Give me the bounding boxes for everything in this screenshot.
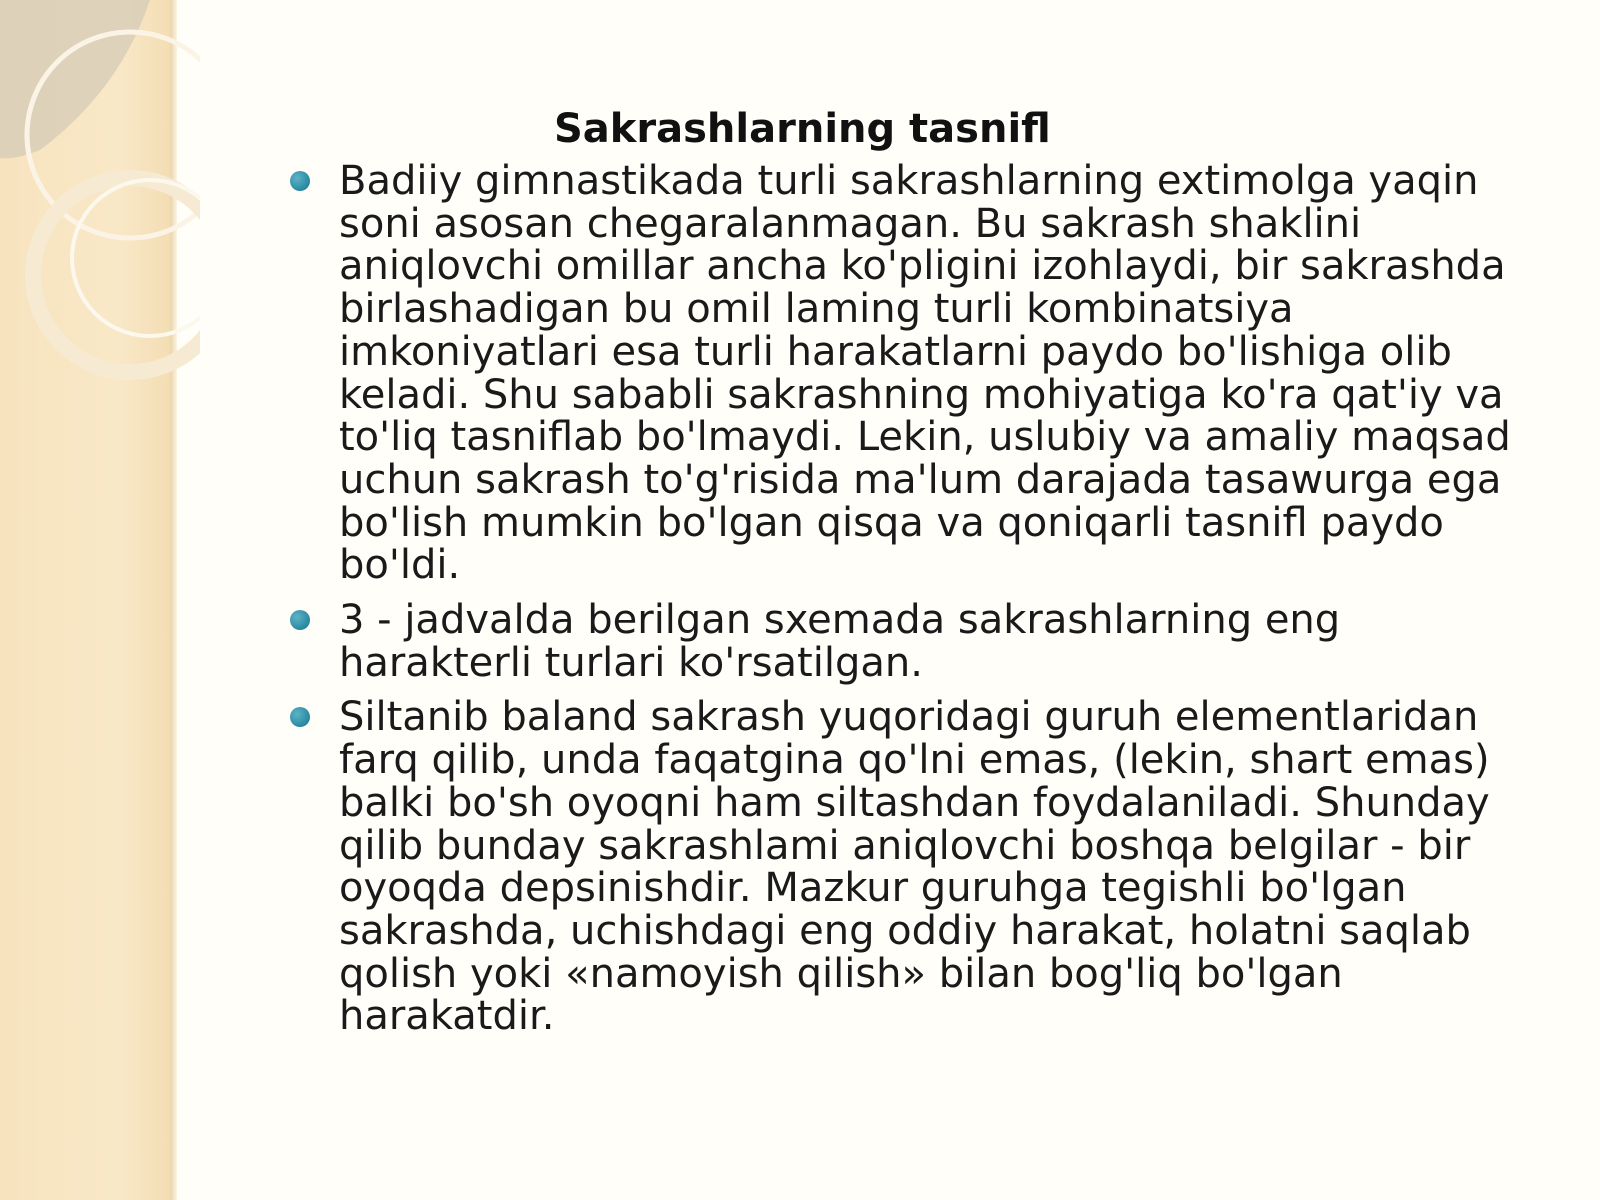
bullet-line: aniqlovchi omillar ancha ko'pligini izohlaydi, bir sakrashda: [339, 243, 1506, 290]
bullet-line: 3 - jadvalda berilgan sxemada sakrashlarning eng: [339, 597, 1341, 644]
bullet-icon: [290, 171, 310, 191]
bullet-line: harakatdir.: [339, 993, 555, 1040]
bullet-item: [289, 599, 1559, 684]
bullet-list: [289, 160, 1559, 1050]
bullet-line: soni asosan chegaralanmagan. Bu sakrash shaklini: [339, 200, 1362, 247]
bullet-line: farq qilib, unda faqatgina qo'lni emas, (lekin, shart emas): [339, 737, 1490, 784]
rings-decoration-icon: [0, 0, 200, 420]
bullet-item: [289, 160, 1559, 587]
bullet-line: harakterli turlari ko'rsatilgan.: [339, 639, 923, 686]
bullet-line: imkoniyatlari esa turli harakatlarni paydo bo'lishiga olib: [339, 328, 1452, 375]
bullet-line: birlashadigan bu omil laming turli kombinatsiya: [339, 286, 1294, 333]
bullet-icon: [290, 707, 310, 727]
bullet-line: qolish yoki «namoyish qilish» bilan bog'liq bo'lgan: [339, 950, 1343, 997]
bullet-line: sakrashda, uchishdagi eng oddiy harakat, holatni saqlab: [339, 907, 1471, 954]
slide-title: Sakrashlarning tasnifl: [554, 106, 1051, 152]
bullet-line: bo'ldi.: [339, 542, 461, 589]
bullet-item: [289, 696, 1559, 1038]
bullet-line: keladi. Shu sababli sakrashning mohiyatiga ko'ra qat'iy va: [339, 371, 1504, 418]
bullet-line: bo'lish mumkin bo'lgan qisqa va qoniqarli tasnifl paydo: [339, 499, 1444, 546]
bullet-icon: [290, 610, 310, 630]
bullet-line: uchun sakrash to'g'risida ma'lum darajada tasawurga ega: [339, 456, 1502, 503]
bullet-line: balki bo'sh oyoqni ham siltashdan foydalaniladi. Shunday: [339, 779, 1490, 826]
bullet-line: oyoqda depsinishdir. Mazkur guruhga tegishli bo'lgan: [339, 865, 1407, 912]
bullet-line: to'liq tasniflab bo'lmaydi. Lekin, uslubiy va amaliy maqsad: [339, 414, 1511, 461]
bullet-line: Siltanib baland sakrash yuqoridagi guruh elementlaridan: [339, 694, 1479, 741]
bullet-line: Badiiy gimnastikada turli sakrashlarning extimolga yaqin: [339, 158, 1479, 204]
bullet-line: qilib bunday sakrashlami aniqlovchi boshqa belgilar - bir: [339, 822, 1471, 869]
